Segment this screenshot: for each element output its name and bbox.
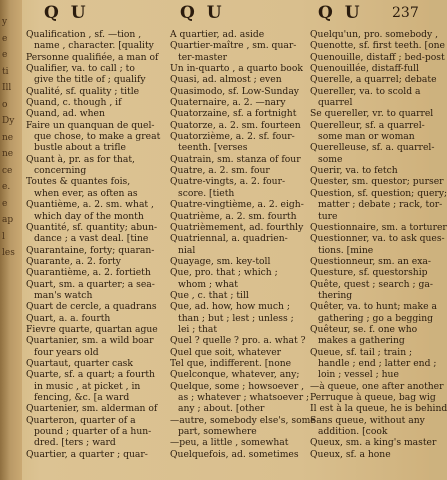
entry-line: give the title of ; qualify xyxy=(34,74,146,86)
entry-line: Quatorzaine, sf. a fortnight xyxy=(170,108,297,120)
entry-line: Quelquefois, ad. sometimes xyxy=(170,448,299,460)
entry-line: Quelque, some ; howsoever , xyxy=(170,380,305,392)
gutter-fragment: Dy xyxy=(2,116,15,126)
column-right xyxy=(310,29,447,460)
entry-line: some man or woman xyxy=(318,131,415,143)
entry-line: Quel que soit, whatever xyxy=(170,346,282,358)
entry-line: Que , c. that ; till xyxy=(170,289,249,301)
entry-line: Quaternaire, a. 2. —nary xyxy=(170,97,286,109)
entry-line: Quartier-maître , sm. quar- xyxy=(170,40,297,52)
entry-line: ture xyxy=(318,210,338,222)
page-number: 237 xyxy=(392,5,419,21)
entry-line: lei ; that xyxy=(178,323,218,335)
entry-line: Queux, sm. a king's master xyxy=(310,437,437,449)
entry-line: Querelle, a quarrel; debate xyxy=(310,74,437,86)
entry-line: than ; but ; lest ; unless ; xyxy=(178,312,294,324)
entry-line: —autre, somebody else's, some xyxy=(170,414,316,426)
entry-line: Quand, ad. when xyxy=(26,108,105,120)
entry-line: Quarte, sf. a quart; a fourth xyxy=(26,369,155,381)
entry-line: handle ; end ; latter end ; xyxy=(318,357,437,369)
gutter-fragment: e xyxy=(2,198,8,209)
entry-line: Quarante, a. 2. forty xyxy=(26,255,121,267)
gutter-fragment: y xyxy=(2,17,8,27)
entry-line: in music , at picket , in xyxy=(34,380,141,392)
entry-line: whom ; what xyxy=(178,278,238,290)
entry-line: Un in-quarto , a quarto book xyxy=(170,63,303,75)
entry-line: Quatorze, a. 2. sm. fourteen xyxy=(170,119,301,131)
entry-line: Quantité, sf. quantity; abun- xyxy=(26,221,158,233)
gutter-fragment: ne xyxy=(2,132,14,143)
entry-line: Quel ? quelle ? pro. a. what ? xyxy=(170,335,306,347)
gutter-fragment: ce xyxy=(2,165,13,176)
entry-line: Quelqu'un, pro. somebody , xyxy=(310,29,439,40)
entry-line: Quasi, ad. almost ; even xyxy=(170,74,282,86)
header-middle: Q U xyxy=(180,3,225,23)
entry-line: Quatriennal, a. quadrien- xyxy=(170,233,288,245)
entry-line: Quantième, a. 2. sm. what , xyxy=(26,199,154,211)
entry-line: Que, ad. how, how much ; xyxy=(170,301,290,313)
entry-line: Quatrième, a. 2. sm. fourth xyxy=(170,210,297,222)
entry-line: matter ; debate ; rack, tor- xyxy=(318,199,443,211)
header-left: Q U xyxy=(44,3,89,23)
entry-line: Quatrièmement, ad. fourthly xyxy=(170,221,304,233)
entry-line: dred. [ters ; ward xyxy=(34,437,116,449)
gutter-fragment: e. xyxy=(2,182,11,192)
entry-line: Quelconque, whatever, any; xyxy=(170,369,300,381)
entry-line: makes a gathering xyxy=(318,335,405,347)
entry-line: Qualification , sf. —tion , xyxy=(26,29,142,40)
entry-line: Questionnaire, sm. a torturer xyxy=(310,221,447,233)
entry-line: man's watch xyxy=(34,289,93,301)
entry-line: Querelleuse, sf. a. quarrel- xyxy=(310,142,435,154)
entry-line: Que, pro. that ; which ; xyxy=(170,267,278,279)
entry-line: pound ; quarter of a hun- xyxy=(34,426,152,438)
entry-line: dance ; a vast deal. [tine xyxy=(34,233,149,245)
entry-line: Quart de cercle, a quadrans xyxy=(26,301,157,313)
facing-page-gutter xyxy=(0,0,22,480)
entry-line: Sans queue, without any xyxy=(310,414,425,426)
entry-line: Toutes & quantes fois, xyxy=(26,176,131,188)
entry-line: Quêter, va. to hunt; make a xyxy=(310,301,437,313)
entry-line: Personne qualifiée, a man of xyxy=(26,51,159,63)
gutter-fragment: e xyxy=(2,33,8,44)
entry-line: some xyxy=(318,153,343,165)
entry-line: Questionner, va. to ask ques- xyxy=(310,233,445,245)
entry-line: Quartaut, quarter cask xyxy=(26,357,133,369)
entry-line: addition. [cook xyxy=(318,426,388,438)
gutter-fragment: les xyxy=(2,248,15,258)
entry-line: nial xyxy=(178,244,196,256)
entry-line: which day of the month xyxy=(34,210,144,222)
entry-line: Questure, sf. questorship xyxy=(310,267,428,279)
entry-line: Quand, c. though , if xyxy=(26,97,122,109)
entry-line: Queux, sf. a hone xyxy=(310,448,391,460)
entry-line: Quatrain, sm. stanza of four xyxy=(170,153,301,165)
entry-line: teenth. [verses xyxy=(178,142,248,154)
entry-line: Quart, a. a. fourth xyxy=(26,312,111,324)
entry-line: thering xyxy=(318,289,353,301)
entry-line: quarrel xyxy=(318,97,353,109)
entry-line: Quartier, a quarter ; quar- xyxy=(26,448,148,460)
entry-line: Querelleur, sf. a quarrel- xyxy=(310,119,425,131)
entry-line: Quereller, va. to scold a xyxy=(310,85,421,97)
entry-line: Perruque à queue, bag wig xyxy=(310,392,436,403)
entry-line: Quartenier, sm. alderman of xyxy=(26,403,158,415)
gutter-fragment: e xyxy=(2,50,8,60)
entry-line: bustle about a trifle xyxy=(34,142,126,154)
entry-line: Qualifier, va. to call ; to xyxy=(26,63,135,75)
entry-line: Quêteur, se. f. one who xyxy=(310,323,418,335)
entry-line: loin ; vessel ; hue xyxy=(318,369,399,381)
entry-line: Question, sf. question; query; xyxy=(310,187,447,199)
entry-line: Quester, sm. questor; purser xyxy=(310,176,444,188)
entry-line: name , character. [quality xyxy=(34,40,154,52)
entry-line: Fievre quarte, quartan ague xyxy=(26,323,158,335)
entry-line: Queue, sf. tail ; train ; xyxy=(310,346,413,358)
entry-line: concerning xyxy=(34,165,87,177)
entry-line: Quarantaine, forty; quaran- xyxy=(26,244,155,256)
gutter-fragment: ti xyxy=(2,66,9,77)
entry-line: Quart, sm. a quarter; a sea- xyxy=(26,278,155,290)
gutter-fragment: ne xyxy=(2,149,14,159)
entry-line: Quenotte, sf. first teeth. [one xyxy=(310,40,445,52)
entry-line: Quatorzième, a. 2. sf. four- xyxy=(170,131,295,143)
entry-line: Quatre-vingts, a. 2. four- xyxy=(170,176,286,188)
entry-line: Il est à la queue, he is behind xyxy=(310,403,447,415)
entry-line: Faire un quanquan de quel- xyxy=(26,119,155,131)
entry-line: tions. [mine xyxy=(318,244,374,256)
entry-line: Se quereller, vr. to quarrel xyxy=(310,108,434,120)
entry-line: —à queue, one after another xyxy=(310,380,444,392)
entry-line: Quasimodo, sf. Low-Sunday xyxy=(170,85,299,97)
entry-line: Querir, va. to fetch xyxy=(310,165,398,177)
gutter-fragment: Ill xyxy=(2,83,12,93)
entry-line: Quartanier, sm. a wild boar xyxy=(26,335,154,347)
entry-line: Quenouillée, distaff-full xyxy=(310,63,419,75)
column-left xyxy=(26,29,168,460)
gutter-fragment: l xyxy=(2,231,5,242)
entry-line: Quarantième, a. 2. fortieth xyxy=(26,267,151,279)
entry-line: A quartier, ad. aside xyxy=(170,29,265,40)
entry-line: Tel que, indifferent. [none xyxy=(170,357,292,369)
entry-line: gathering ; go a begging xyxy=(318,312,434,324)
entry-line: Questionneur, sm. an exa- xyxy=(310,255,431,267)
entry-line: Quayage, sm. key-toll xyxy=(170,255,271,267)
entry-line: Quatre, a. 2. sm. four xyxy=(170,165,270,177)
entry-line: que chose, to make a great xyxy=(34,131,161,143)
column-middle xyxy=(170,29,316,460)
entry-line: four years old xyxy=(34,346,99,358)
gutter-fragment: o xyxy=(2,99,8,110)
entry-line: ter-master xyxy=(178,51,228,63)
gutter-fragment: ap xyxy=(2,215,14,225)
entry-line: Quenouille, distaff ; bed-post xyxy=(310,51,445,63)
entry-line: Qualité, sf. quality ; title xyxy=(26,85,140,97)
entry-line: —peu, a little , somewhat xyxy=(170,437,289,449)
entry-line: Quarteron, quarter of a xyxy=(26,414,136,426)
entry-line: fencing, &c. [a ward xyxy=(34,392,130,403)
entry-line: score. [tieth xyxy=(178,187,235,199)
entry-line: Quatre-vingtième, a. 2. eigh- xyxy=(170,199,304,211)
entry-line: Quête, quest ; search ; ga- xyxy=(310,278,433,290)
header-right: Q U xyxy=(318,3,363,23)
entry-line: as ; whatever ; whatsoever ; xyxy=(178,392,310,403)
entry-line: when ever, as often as xyxy=(34,187,138,199)
gutter-fragments xyxy=(2,14,20,262)
entry-line: Quant à, pr. as for that, xyxy=(26,153,135,165)
entry-line: part, somewhere xyxy=(178,426,257,438)
entry-line: any ; about. [other xyxy=(178,403,265,415)
